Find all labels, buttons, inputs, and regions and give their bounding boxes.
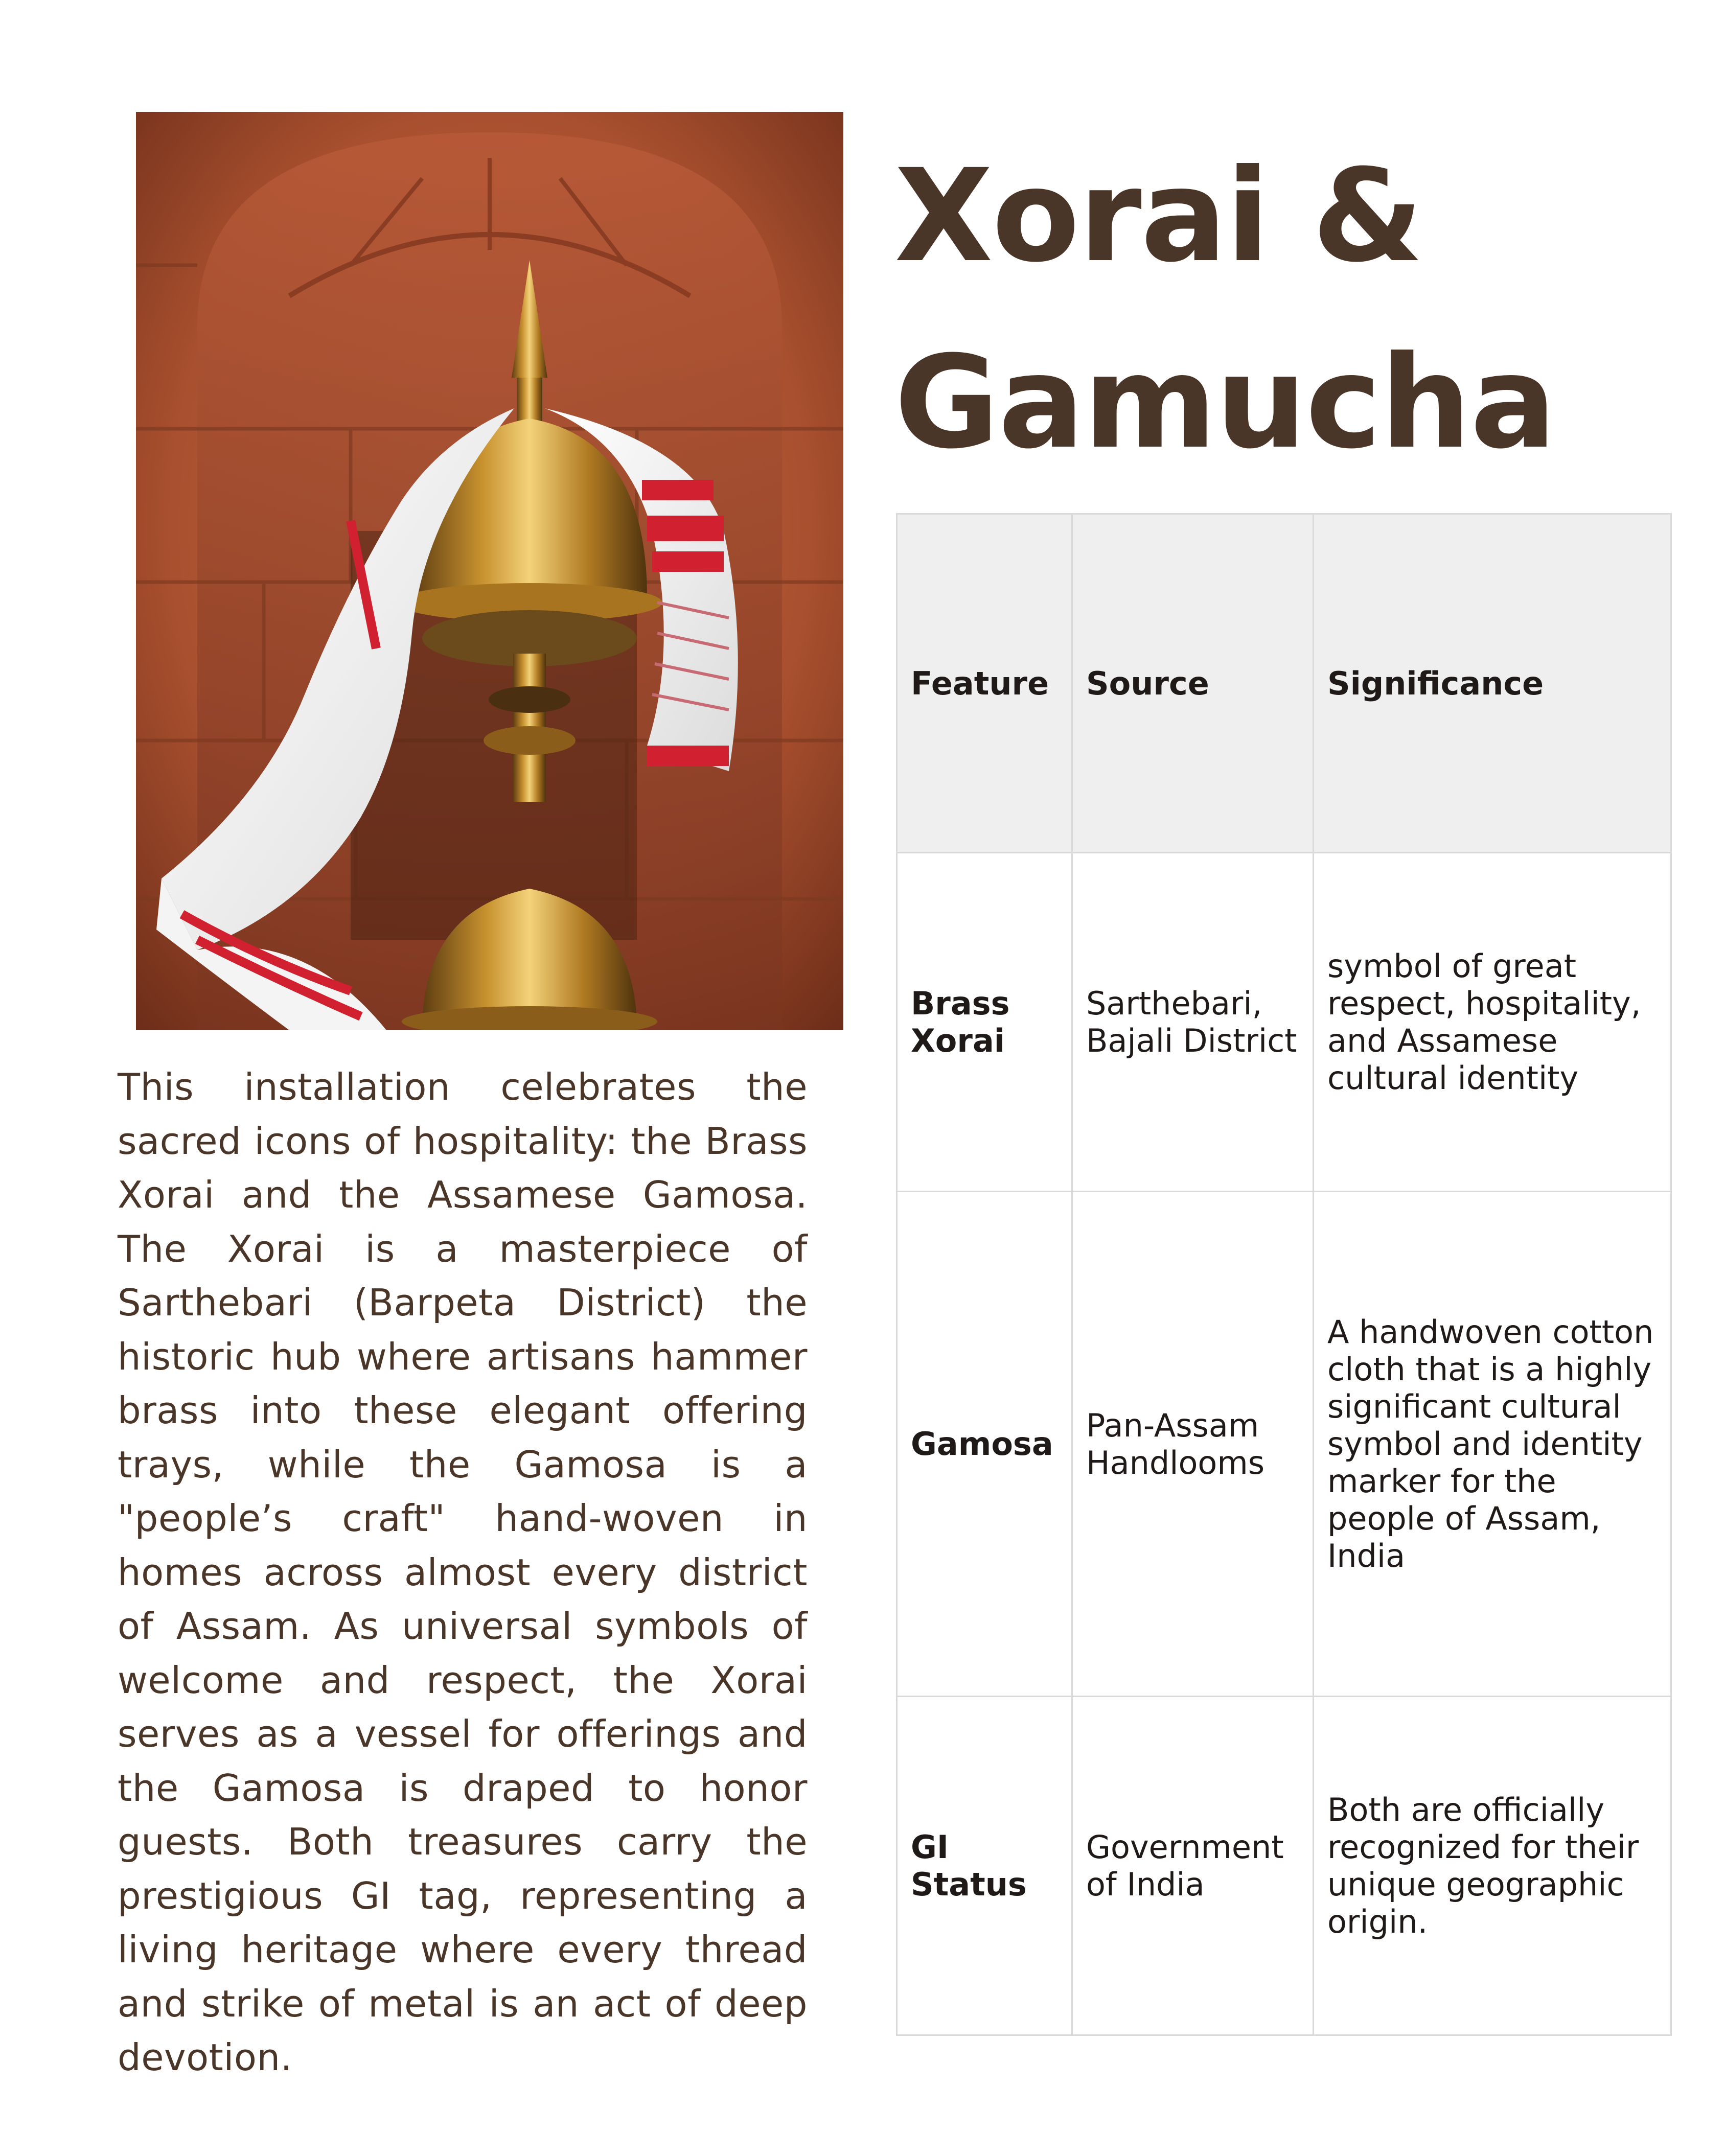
significance-cell: Both are officially recognized for their unique geographic origin. <box>1314 1697 1671 2035</box>
table-row <box>897 853 1671 1192</box>
feature-cell: Gamosa <box>897 1192 1072 1697</box>
significance-cell: symbol of great respect, hospitality, and Assamese cultural identity <box>1314 853 1671 1192</box>
description-paragraph: This installation celebrates the sacred icons of hospitality: the Brass Xorai and the Assamese Gamosa. The Xorai is a masterpiece of Sarthebari (Barpeta District) the historic hub where artisans hammer brass into these elegant offering trays, while the Gamosa is a "people’s craft" hand-woven in homes across almost every district of Assam. As universal symbols of welcome and respect, the Xorai serves as a vessel for offerings and the Gamosa is draped to honor guests. Both treasures carry the prestigious GI tag, representing a living heritage where every thread and strike of metal is an act of deep devotion. <box>118 1065 808 2079</box>
table-row <box>897 1697 1671 2035</box>
significance-cell: A handwoven cotton cloth that is a highly significant cultural symbol and identity marker for the people of Assam, India <box>1314 1192 1671 1697</box>
page-title <box>894 123 1692 496</box>
title-line-2: Gamucha <box>894 328 1556 477</box>
table-row <box>897 1192 1671 1697</box>
header-source: Source <box>1072 514 1314 853</box>
feature-table <box>896 513 1672 2036</box>
table-header-row <box>897 514 1671 853</box>
feature-cell: Brass Xorai <box>897 853 1072 1192</box>
source-cell: Pan-Assam Handlooms <box>1072 1192 1314 1697</box>
header-feature: Feature <box>897 514 1072 853</box>
header-significance: Significance <box>1314 514 1671 853</box>
xorai-gamosa-photo <box>136 112 843 1030</box>
title-line-1: Xorai & <box>894 142 1423 290</box>
feature-cell: GI Status <box>897 1697 1072 2035</box>
source-cell: Government of India <box>1072 1697 1314 2035</box>
source-cell: Sarthebari, Bajali District <box>1072 853 1314 1192</box>
